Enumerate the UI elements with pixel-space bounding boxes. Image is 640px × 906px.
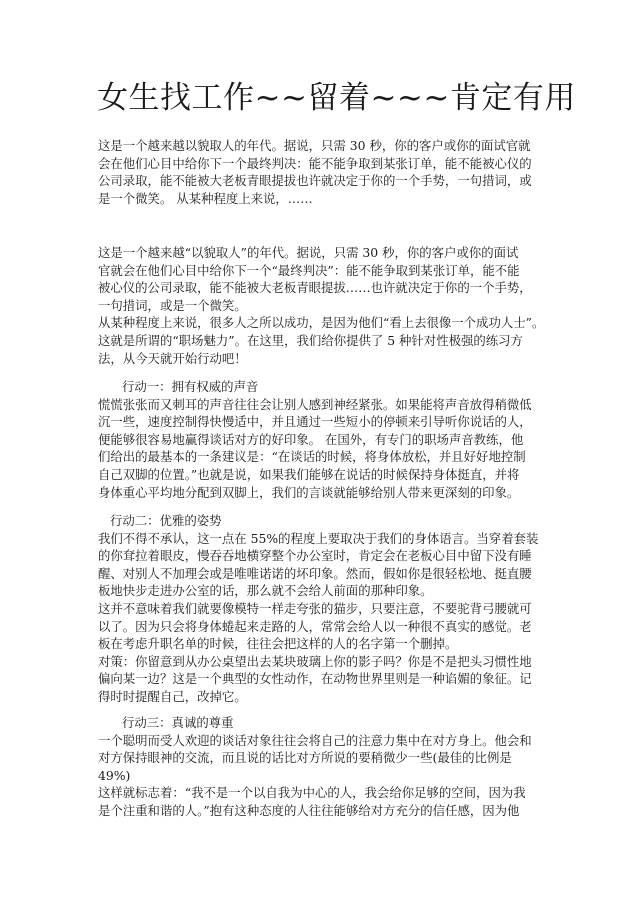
intro-paragraph <box>98 244 550 367</box>
action3-line: 对方保持眼神的交流，而且说的话比对方所说的要稍微少一些(最佳的比例是 <box>98 750 512 766</box>
intro-line: 法，从今天就开始行动吧！ <box>98 350 247 366</box>
action2-line: 板在考虑升职名单的时候，往往会把这样的人的名字第一个删掉。 <box>98 636 458 652</box>
action3-line: 是个注重和谐的人。”抱有这种态度的人往往能够给对方充分的信任感，因为他 <box>98 802 520 818</box>
document-title: 女生找工作~~留着~~~肯定有用 <box>97 80 576 116</box>
action1-line: 们给出的最基本的一条建议是：“在谈话的时候，将身体放松，并且好好地控制 <box>98 449 526 465</box>
action2-line: 对策：你留意到从办公桌望出去某块玻璃上你的影子吗？你是不是把头习惯性地 <box>98 653 532 669</box>
action3-section <box>98 714 550 820</box>
intro-line: 从某种程度上来说，很多人之所以成功，是因为他们“看上去很像一个成功人士”。 <box>98 315 545 331</box>
summary-line: 这是一个越来越以貌取人的年代。据说，只需 30 秒，你的客户或你的面试官就 <box>98 138 531 153</box>
intro-line: 这是一个越来越“以貌取人”的年代。据说，只需 30 秒，你的客户或你的面试 <box>98 245 519 260</box>
action3-line: 这样就标志着：“我不是一个以自我为中心的人，我会给你足够的空间，因为我 <box>98 785 526 801</box>
action1-line: 沉一些，速度控制得快慢适中，并且通过一些短小的停顿来引导听你说话的人， <box>98 414 532 430</box>
action1-line: 慌慌张张而又刺耳的声音往往会让别人感到神经紧张。如果能将声音放得稍微低 <box>98 396 532 412</box>
action2-line: 得时时提醒自己，改掉它。 <box>98 688 247 704</box>
action2-line: 这并不意味着我们就要像模特一样走夸张的猫步，只要注意，不要驼背弓腰就可 <box>98 600 532 616</box>
summary-paragraph <box>98 137 550 207</box>
action2-section <box>98 512 550 706</box>
action3-line: 一个聪明而受人欢迎的谈话对象往往会将自己的注意力集中在对方身上。他会和 <box>98 732 532 748</box>
action2-line: 以了。因为只会将身体蜷起来走路的人，常常会给人以一种很不真实的感觉。老 <box>98 618 532 634</box>
action1-section <box>98 378 550 501</box>
action1-line: 自己双脚的位置。”也就是说，如果我们能够在说话的时候保持身体挺直，并将 <box>98 466 520 482</box>
intro-line: 这就是所谓的“职场魅力”。在这里，我们给你提供了 5 种针对性极强的练习方 <box>98 332 523 348</box>
action2-line: 我们不得不承认，这一点在 55%的程度上要取决于我们的身体语言。当穿着套装 <box>98 530 539 546</box>
intro-line: 被心仪的公司录取，能不能被大老板青眼提拔……也许就决定于你的一个手势， <box>98 280 532 296</box>
action1-line: 身体重心平均地分配到双脚上，我们的言谈就能够给别人带来更深刻的印象。 <box>98 484 520 500</box>
intro-line: 官就会在他们心目中给你下一个“最终判决”：能不能争取到某张订单，能不能 <box>98 262 520 278</box>
action1-line: 便能够很容易地赢得谈话对方的好印象。 在国外，有专门的职场声音教练，他 <box>98 431 524 447</box>
action2-line: 的你耷拉着眼皮，慢吞吞地横穿整个办公室时，肯定会在老板心目中留下没有睡 <box>98 548 532 564</box>
action3-line: 49%) <box>98 767 131 783</box>
summary-line: 会在他们心目中给你下一个最终判决：能不能争取到某张订单，能不能被心仪的 <box>98 155 532 171</box>
action2-heading: 行动二：优雅的姿势 <box>110 513 222 528</box>
summary-line: 公司录取，能不能被大老板青眼提拔也许就决定于你的一个手势，一句措词，或 <box>98 173 532 189</box>
action2-line: 醒、对别人不加理会或是唯唯诺诺的坏印象。然而，假如你是很轻松地、挺直腰 <box>98 565 532 581</box>
intro-line: 一句措词，或是一个微笑。 <box>98 297 247 313</box>
action2-line: 板地快步走进办公室的话，那么就不会给人前面的那种印象。 <box>98 583 433 599</box>
action1-heading: 行动一：拥有权威的声音 <box>122 379 259 394</box>
action2-line: 偏向某一边？这是一个典型的女性动作，在动物世界里则是一种谄媚的象征。记 <box>98 671 532 687</box>
summary-line: 是一个微笑。 从某种程度上来说，…… <box>98 190 313 206</box>
action3-heading: 行动三：真诚的尊重 <box>122 715 234 730</box>
